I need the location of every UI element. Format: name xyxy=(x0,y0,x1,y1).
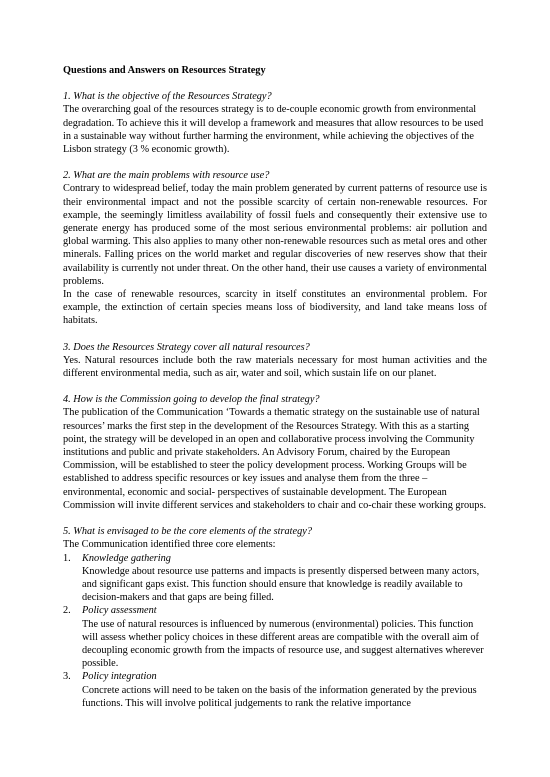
list-number: 3. xyxy=(63,671,71,683)
list-item-text: Concrete actions will need to be taken on the basis of the information generated by the previous functions. This will involve political judgements to rank the relative importance xyxy=(82,684,477,709)
question-2: 2. What are the main problems with resource use? xyxy=(63,170,270,182)
answer-2-paragraph-1: Contrary to widespread belief, today the main problem generated by current patterns of resource use is their environmental impact and not the possible scarcity of certain non-renewable resources. For example, the seemingly limitless availability of fossil fuels and consequently their extensive use to generate energy has produced some of the most serious environmental problems: air pollution and global warming. This also applies to many other non-renewable resources such as metal ores and other minerals. Falling prices on the world market and regular discoveries of new reserves show that their availability is currently not under threat. On the other hand, their use causes a variety of environmental problems. xyxy=(63,183,487,287)
list-number: 1. xyxy=(63,552,71,564)
list-item-heading: Policy assessment xyxy=(82,605,157,617)
question-5: 5. What is envisaged to be the core elements of the strategy? xyxy=(63,526,312,538)
document-page xyxy=(63,64,487,710)
answer-1: The overarching goal of the resources strategy is to de-couple economic growth from environmental degradation. To achieve this it will develop a framework and measures that allow resources to be used in a sustainable way without further harming the environment, while achieving the objectives of the Lisbon strategy (3 % economic growth). xyxy=(63,104,484,156)
answer-4: The publication of the Communication ‘Towards a thematic strategy on the sustainable use of natural resources’ marks the first step in the development of the Resources Strategy. With this as a starting point, the strategy will be developed in an open and collaborative process involving the Community institutions and public and private stakeholders. An Advisory Forum, chaired by the European Commission, will be established to steer the policy development process. Working Groups will be established to address specific resources or key issues and analyse them from the three – environmental, economic and social- perspectives of sustainable development. The European Commission will invite different services and stakeholders to chair and co-chair these working groups. xyxy=(63,407,487,511)
answer-5-intro: The Communication identified three core elements: xyxy=(63,539,276,551)
list-item-text: Knowledge about resource use patterns and impacts is presently dispersed between many actors, and significant gaps exist. This function should ensure that knowledge is readily available to decision-makers and that gaps are being filled. xyxy=(82,565,480,604)
question-3: 3. Does the Resources Strategy cover all natural resources? xyxy=(63,341,310,353)
core-element-item xyxy=(63,604,487,670)
answer-2-paragraph-2: In the case of renewable resources, scarcity in itself constitutes an environmental problem. For example, the extinction of certain species means loss of biodiversity, and land take means loss of habitats. xyxy=(63,289,487,327)
list-item-text: The use of natural resources is influenced by numerous (environmental) policies. This function will assess whether policy choices in these different areas are compatible with the overall aim of decoupling economic growth from the impacts of resource use, and suggest alternatives wherever possible. xyxy=(82,618,484,670)
question-4: 4. How is the Commission going to develop the final strategy? xyxy=(63,394,320,406)
document-title: Questions and Answers on Resources Strategy xyxy=(63,65,266,76)
core-element-item xyxy=(63,552,487,605)
answer-3: Yes. Natural resources include both the raw materials necessary for most human activities and the different environmental media, such as air, water and soil, which sustain life on our planet. xyxy=(63,354,487,380)
core-element-item xyxy=(63,670,487,710)
list-number: 2. xyxy=(63,605,71,617)
list-item-heading: Knowledge gathering xyxy=(82,552,171,564)
list-item-heading: Policy integration xyxy=(82,671,157,683)
question-1: 1. What is the objective of the Resources Strategy? xyxy=(63,91,272,103)
